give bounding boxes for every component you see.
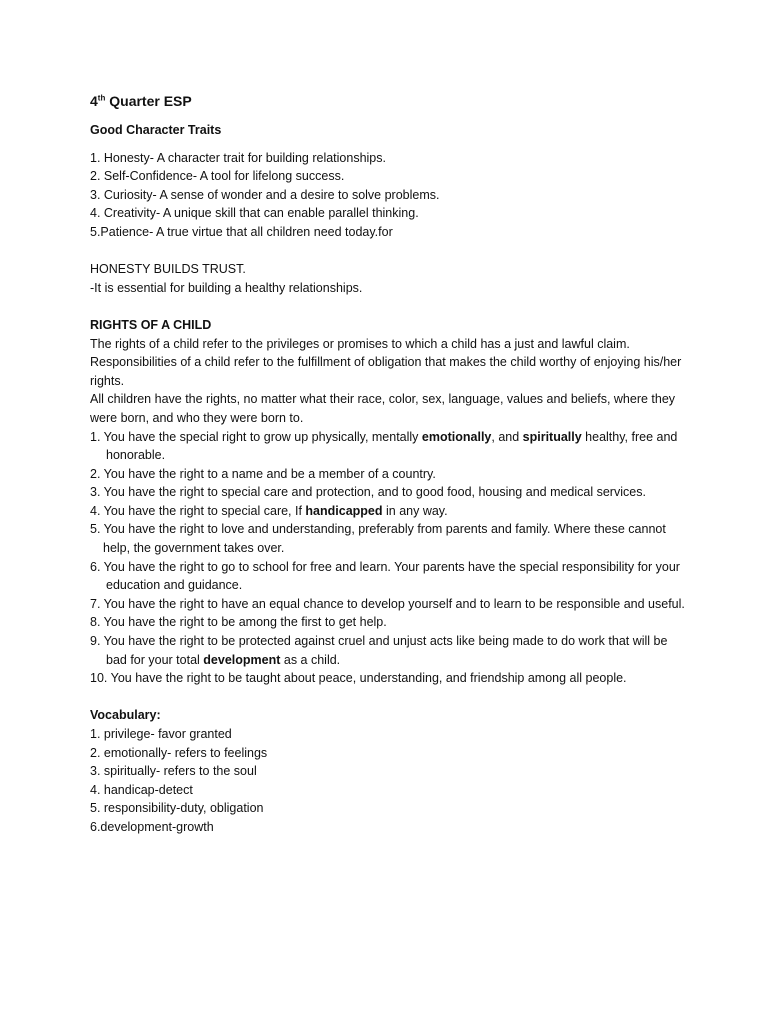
list-item — [90, 502, 690, 521]
spacer — [90, 688, 690, 707]
list-item: 5.Patience- A true virtue that all children need today.for — [90, 224, 393, 239]
list-item: 3. Curiosity- A sense of wonder and a desire to solve problems. — [90, 187, 440, 202]
vocabulary-list — [90, 725, 690, 837]
list-item: 2. Self-Confidence- A tool for lifelong success. — [90, 169, 345, 184]
list-item: 1. Honesty- A character trait for building relationships. — [90, 150, 386, 165]
spacer — [90, 242, 690, 261]
list-item: 2. You have the right to a name and be a member of a country. — [90, 466, 436, 481]
page-title — [90, 90, 690, 112]
list-item: 4. handicap-detect — [90, 782, 193, 797]
list-item: 2. emotionally- refers to feelings — [90, 745, 268, 760]
rights-heading: RIGHTS OF A CHILD — [90, 317, 212, 332]
right-1-text-e: healthy, free and honorable. — [106, 429, 678, 463]
list-item: 7. You have the right to have an equal chance to develop yourself and to learn to be responsible and useful. — [90, 596, 685, 611]
spacer — [90, 297, 690, 316]
list-item: 8. You have the right to be among the first to get help. — [90, 615, 387, 630]
right-9-bold-development: development — [203, 652, 281, 667]
spacer — [90, 112, 690, 121]
right-1-text-c: , and — [491, 429, 523, 444]
right-9-text-a: 9. You have the right to be protected against cruel and unjust acts like being made to do work that will be bad for your total — [90, 634, 668, 667]
rights-list — [90, 428, 690, 688]
spacer — [90, 140, 690, 149]
vocabulary-heading: Vocabulary: — [90, 708, 161, 723]
list-item: 1. privilege- favor granted — [90, 727, 232, 741]
list-item: 3. spiritually- refers to the soul — [90, 764, 257, 779]
right-1-bold-emotionally: emotionally — [421, 429, 492, 444]
traits-heading: Good Character Traits — [90, 123, 222, 137]
right-4-bold-handicapped: handicapped — [305, 503, 383, 518]
document-page — [90, 90, 690, 837]
rights-intro-1: The rights of a child refer to the privileges or promises to which a child has a just and lawful claim. — [90, 336, 630, 351]
list-item: 5. responsibility-duty, obligation — [90, 801, 264, 816]
traits-list — [90, 149, 690, 242]
right-4-text-c: in any way. — [382, 503, 448, 518]
list-item — [90, 632, 690, 669]
list-item: 10. You have the right to be taught about peace, understanding, and friendship among all people. — [90, 671, 627, 686]
honesty-line: -It is essential for building a healthy relationships. — [90, 280, 363, 295]
list-item — [90, 428, 690, 465]
list-item: 5. You have the right to love and understanding, preferably from parents and family. Where these cannot help, the government takes over. — [90, 522, 666, 556]
title-superscript: th — [97, 93, 106, 103]
rights-intro-3: All children have the rights, no matter what their race, color, sex, language, values and beliefs, where they were born, and who they were born to. — [90, 392, 676, 425]
list-item: 6.development-growth — [90, 819, 214, 834]
title-text: Quarter ESP — [109, 93, 192, 109]
right-9-text-c: as a child. — [280, 652, 341, 667]
list-item: 6. You have the right to go to school for free and learn. Your parents have the special responsibility for your education and guidance. — [90, 559, 680, 593]
right-4-text-a: 4. You have the right to special care, If — [90, 503, 306, 518]
honesty-heading: HONESTY BUILDS TRUST. — [90, 262, 246, 277]
list-item: 4. Creativity- A unique skill that can enable parallel thinking. — [90, 206, 419, 221]
rights-intro-2: Responsibilities of a child refer to the fulfillment of obligation that makes the child worthy of enjoying his/her rights. — [90, 355, 682, 388]
right-1-text-a: 1. You have the special right to grow up physically, mentally — [90, 429, 422, 444]
list-item: 3. You have the right to special care and protection, and to good food, housing and medical services. — [90, 485, 646, 500]
title-number: 4 — [90, 93, 98, 109]
right-1-bold-spiritually: spiritually — [522, 429, 582, 444]
